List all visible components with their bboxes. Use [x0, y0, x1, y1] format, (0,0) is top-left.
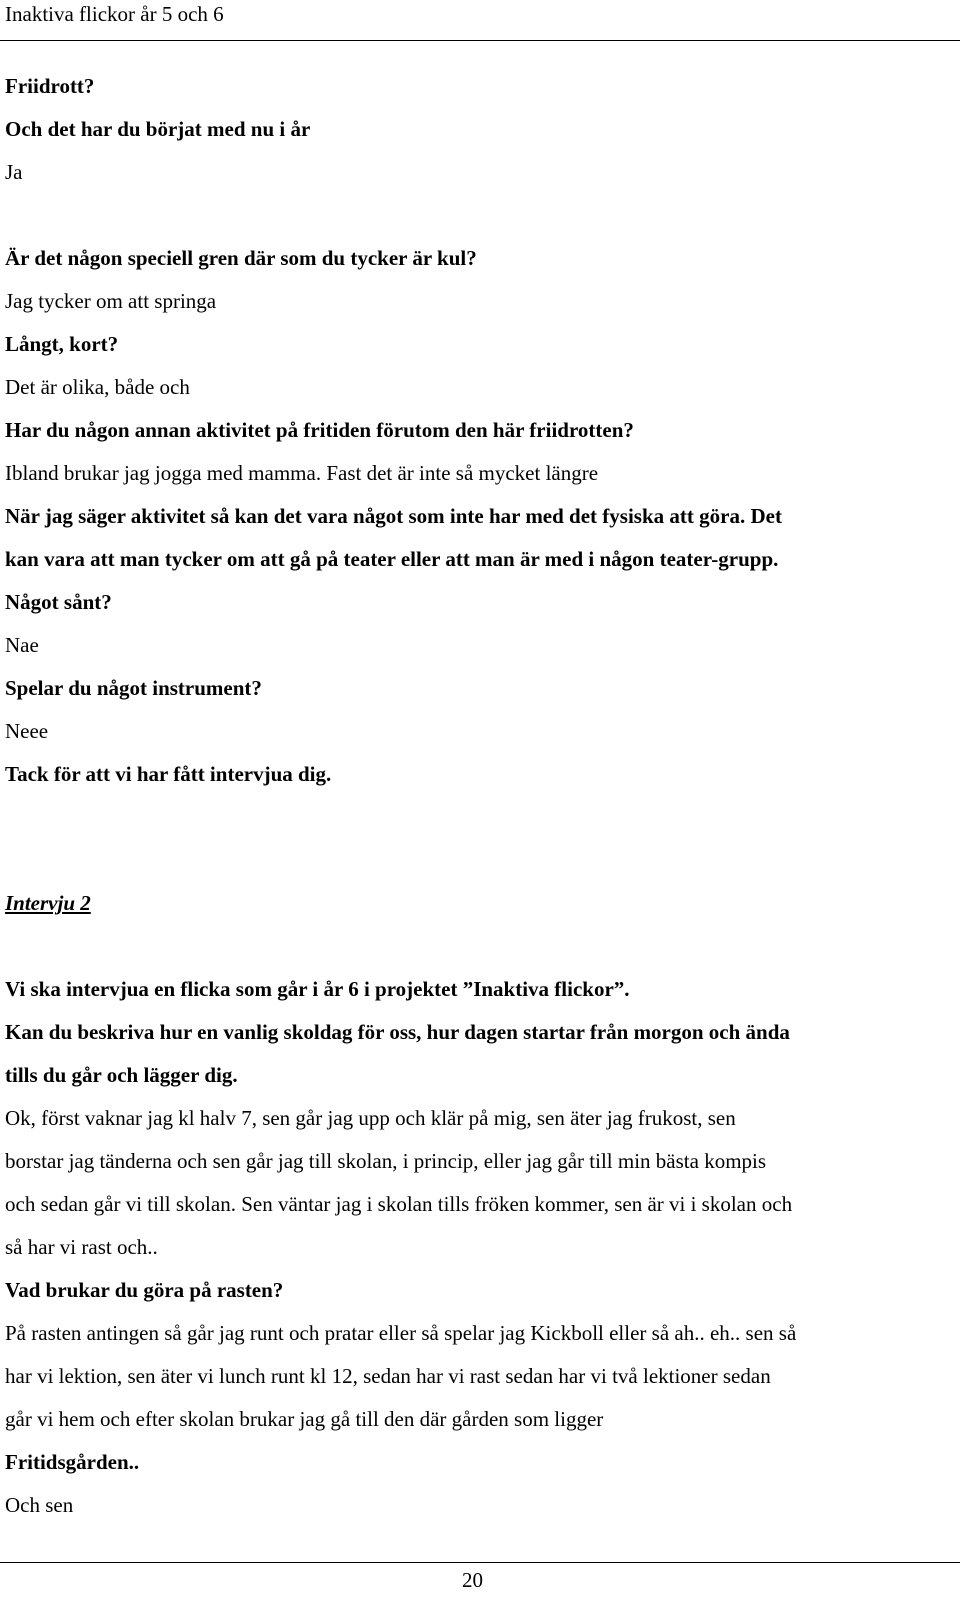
answer-line: har vi lektion, sen äter vi lunch runt kl 12, sedan har vi rast sedan har vi två lektioner sedan [5, 1364, 771, 1388]
answer-line: och sedan går vi till skolan. Sen väntar jag i skolan tills fröken kommer, sen är vi i skolan och [5, 1192, 793, 1216]
running-header: Inaktiva flickor år 5 och 6 [5, 2, 224, 26]
question-line: kan vara att man tycker om att gå på teater eller att man är med i någon teater-grupp. [5, 547, 779, 571]
footer-divider [0, 1562, 960, 1563]
question-line: Har du någon annan aktivitet på fritiden förutom den här friidrotten? [5, 418, 634, 442]
answer-line: borstar jag tänderna och sen går jag till skolan, i princip, eller jag går till min bästa kompis [5, 1149, 767, 1173]
answer-line: Neee [5, 719, 49, 743]
section-heading: Intervju 2 [5, 891, 91, 915]
blank-line [5, 839, 940, 882]
answer-line: På rasten antingen så går jag runt och pratar eller så spelar jag Kickboll eller så ah.. eh.. sen så [5, 1321, 797, 1345]
question-line: Vi ska intervjua en flicka som går i år 6 i projektet ”Inaktiva flickor”. [5, 977, 630, 1001]
blank-line [5, 796, 940, 839]
question-line: Fritidsgården.. [5, 1450, 140, 1474]
page-number: 20 [462, 1568, 483, 1592]
question-line: tills du går och lägger dig. [5, 1063, 238, 1087]
question-line: Långt, kort? [5, 332, 119, 356]
blank-line [5, 925, 940, 968]
answer-line: går vi hem och efter skolan brukar jag gå till den där gården som ligger [5, 1407, 604, 1431]
header-divider [0, 40, 960, 41]
answer-line: Det är olika, både och [5, 375, 190, 399]
answer-line: Jag tycker om att springa [5, 289, 217, 313]
answer-line: Ja [5, 160, 23, 184]
blank-line [5, 194, 940, 237]
answer-line: Nae [5, 633, 39, 657]
question-line: Friidrott? [5, 74, 95, 98]
question-line: Är det någon speciell gren där som du tycker är kul? [5, 246, 477, 270]
answer-line: Ibland brukar jag jogga med mamma. Fast det är inte så mycket längre [5, 461, 599, 485]
answer-line: så har vi rast och.. [5, 1235, 158, 1259]
document-body [5, 65, 940, 1527]
question-line: Något sånt? [5, 590, 112, 614]
question-line: Spelar du något instrument? [5, 676, 262, 700]
question-line: Kan du beskriva hur en vanlig skoldag för oss, hur dagen startar från morgon och ända [5, 1020, 790, 1044]
answer-line: Och sen [5, 1493, 74, 1517]
question-line: När jag säger aktivitet så kan det vara något som inte har med det fysiska att göra. Det [5, 504, 782, 528]
question-line: Tack för att vi har fått intervjua dig. [5, 762, 332, 786]
question-line: Och det har du börjat med nu i år [5, 117, 311, 141]
question-line: Vad brukar du göra på rasten? [5, 1278, 284, 1302]
answer-line: Ok, först vaknar jag kl halv 7, sen går jag upp och klär på mig, sen äter jag frukost, sen [5, 1106, 736, 1130]
